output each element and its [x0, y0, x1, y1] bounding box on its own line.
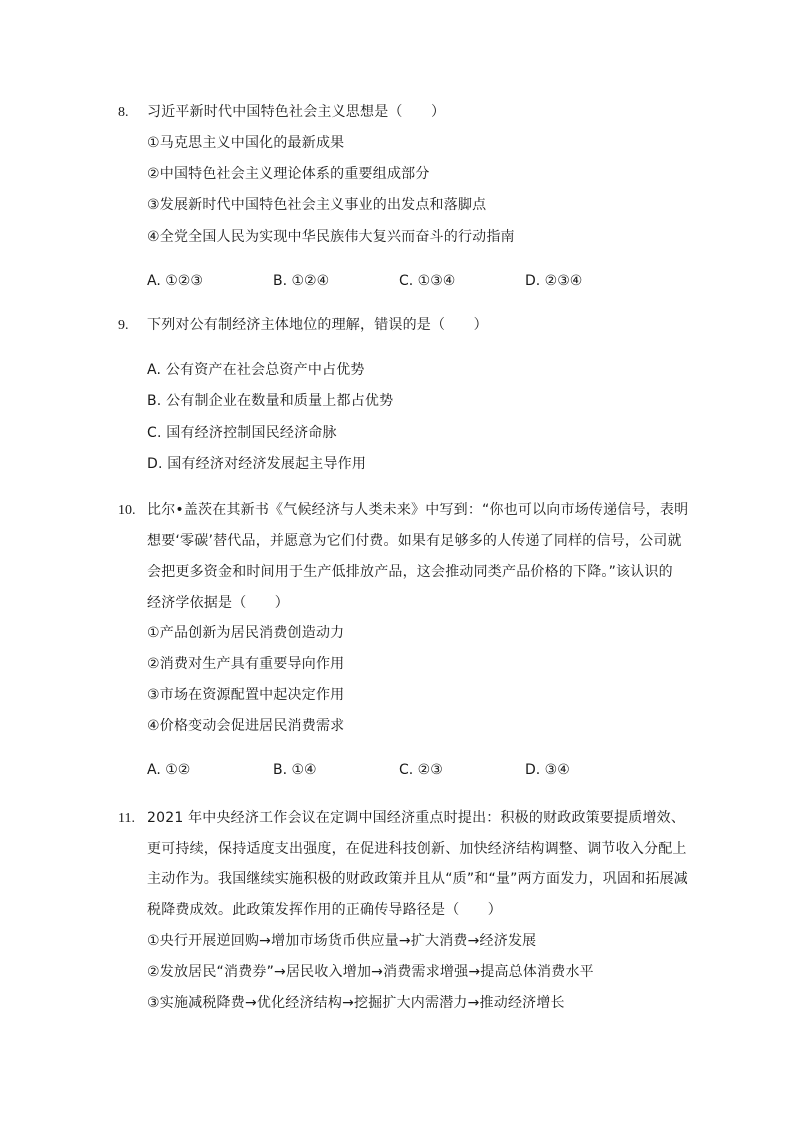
question-number: 9.	[118, 318, 129, 333]
statement-item: ①产品创新为居民消费创造动力	[147, 625, 345, 641]
option-c[interactable]: C. ②③	[399, 762, 443, 778]
option-a[interactable]: A. ①②③	[147, 273, 203, 289]
statement-item: ②发放居民“消费券”→居民收入增加→消费需求增强→提高总体消费水平	[147, 964, 594, 980]
question-stem-line: 想要‘零碳’替代品，并愿意为它们付费。如果有足够多的人传递了同样的信号，公司就	[147, 533, 682, 549]
statement-item: ③发展新时代中国特色社会主义事业的出发点和落脚点	[147, 197, 487, 213]
question-number: 10.	[118, 503, 136, 518]
statement-item: ①央行开展逆回购→增加市场货币供应量→扩大消费→经济发展	[147, 933, 537, 949]
question-stem-line: 经济学依据是（ ）	[147, 595, 289, 611]
option-b[interactable]: B. 公有制企业在数量和质量上都占优势	[147, 393, 394, 409]
option-c[interactable]: C. ①③④	[399, 273, 456, 289]
question-stem-line: 税降费成效。此政策发挥作用的正确传导路径是（ ）	[147, 902, 502, 918]
option-b[interactable]: B. ①④	[273, 762, 317, 778]
question-number: 8.	[118, 105, 129, 120]
question-stem-line: 2021 年中央经济工作会议在定调中国经济重点时提出：积极的财政政策要提质增效、	[147, 810, 686, 826]
statement-item: ①马克思主义中国化的最新成果	[147, 135, 345, 151]
statement-item: ②中国特色社会主义理论体系的重要组成部分	[147, 166, 430, 182]
options-row	[0, 266, 794, 297]
question-stem: 习近平新时代中国特色社会主义思想是（ ）	[147, 104, 446, 120]
option-b[interactable]: B. ①②④	[273, 273, 330, 289]
question-stem: 下列对公有制经济主体地位的理解，错误的是（ ）	[147, 317, 488, 333]
option-d[interactable]: D. ③④	[525, 762, 570, 778]
option-c[interactable]: C. 国有经济控制国民经济命脉	[147, 425, 337, 441]
statement-item: ③市场在资源配置中起决定作用	[147, 687, 345, 703]
option-d[interactable]: D. ②③④	[525, 273, 583, 289]
statement-item: ④全党全国人民为实现中华民族伟大复兴而奋斗的行动指南	[147, 229, 515, 245]
options-row	[0, 755, 794, 786]
question-stem-line: 会把更多资金和时间用于生产低排放产品，这会推动同类产品价格的下降。”该认识的	[147, 564, 673, 580]
statement-item: ④价格变动会促进居民消费需求	[147, 718, 345, 734]
question-stem-line: 主动作为。我国继续实施积极的财政政策并且从“质”和“量”两方面发力，巩固和拓展减	[147, 871, 689, 887]
question-number: 11.	[118, 811, 135, 826]
option-a[interactable]: A. ①②	[147, 762, 191, 778]
question-stem-line: 比尔•盖茨在其新书《气候经济与人类未来》中写到：“你也可以向市场传递信号，表明	[147, 502, 689, 518]
question-stem-line: 更可持续，保持适度支出强度，在促进科技创新、加快经济结构调整、调节收入分配上	[147, 841, 687, 857]
option-a[interactable]: A. 公有资产在社会总资产中占优势	[147, 362, 365, 378]
option-d[interactable]: D. 国有经济对经济发展起主导作用	[147, 456, 367, 472]
statement-item: ③实施减税降费→优化经济结构→挖掘扩大内需潜力→推动经济增长	[147, 995, 565, 1011]
statement-item: ②消费对生产具有重要导向作用	[147, 656, 345, 672]
